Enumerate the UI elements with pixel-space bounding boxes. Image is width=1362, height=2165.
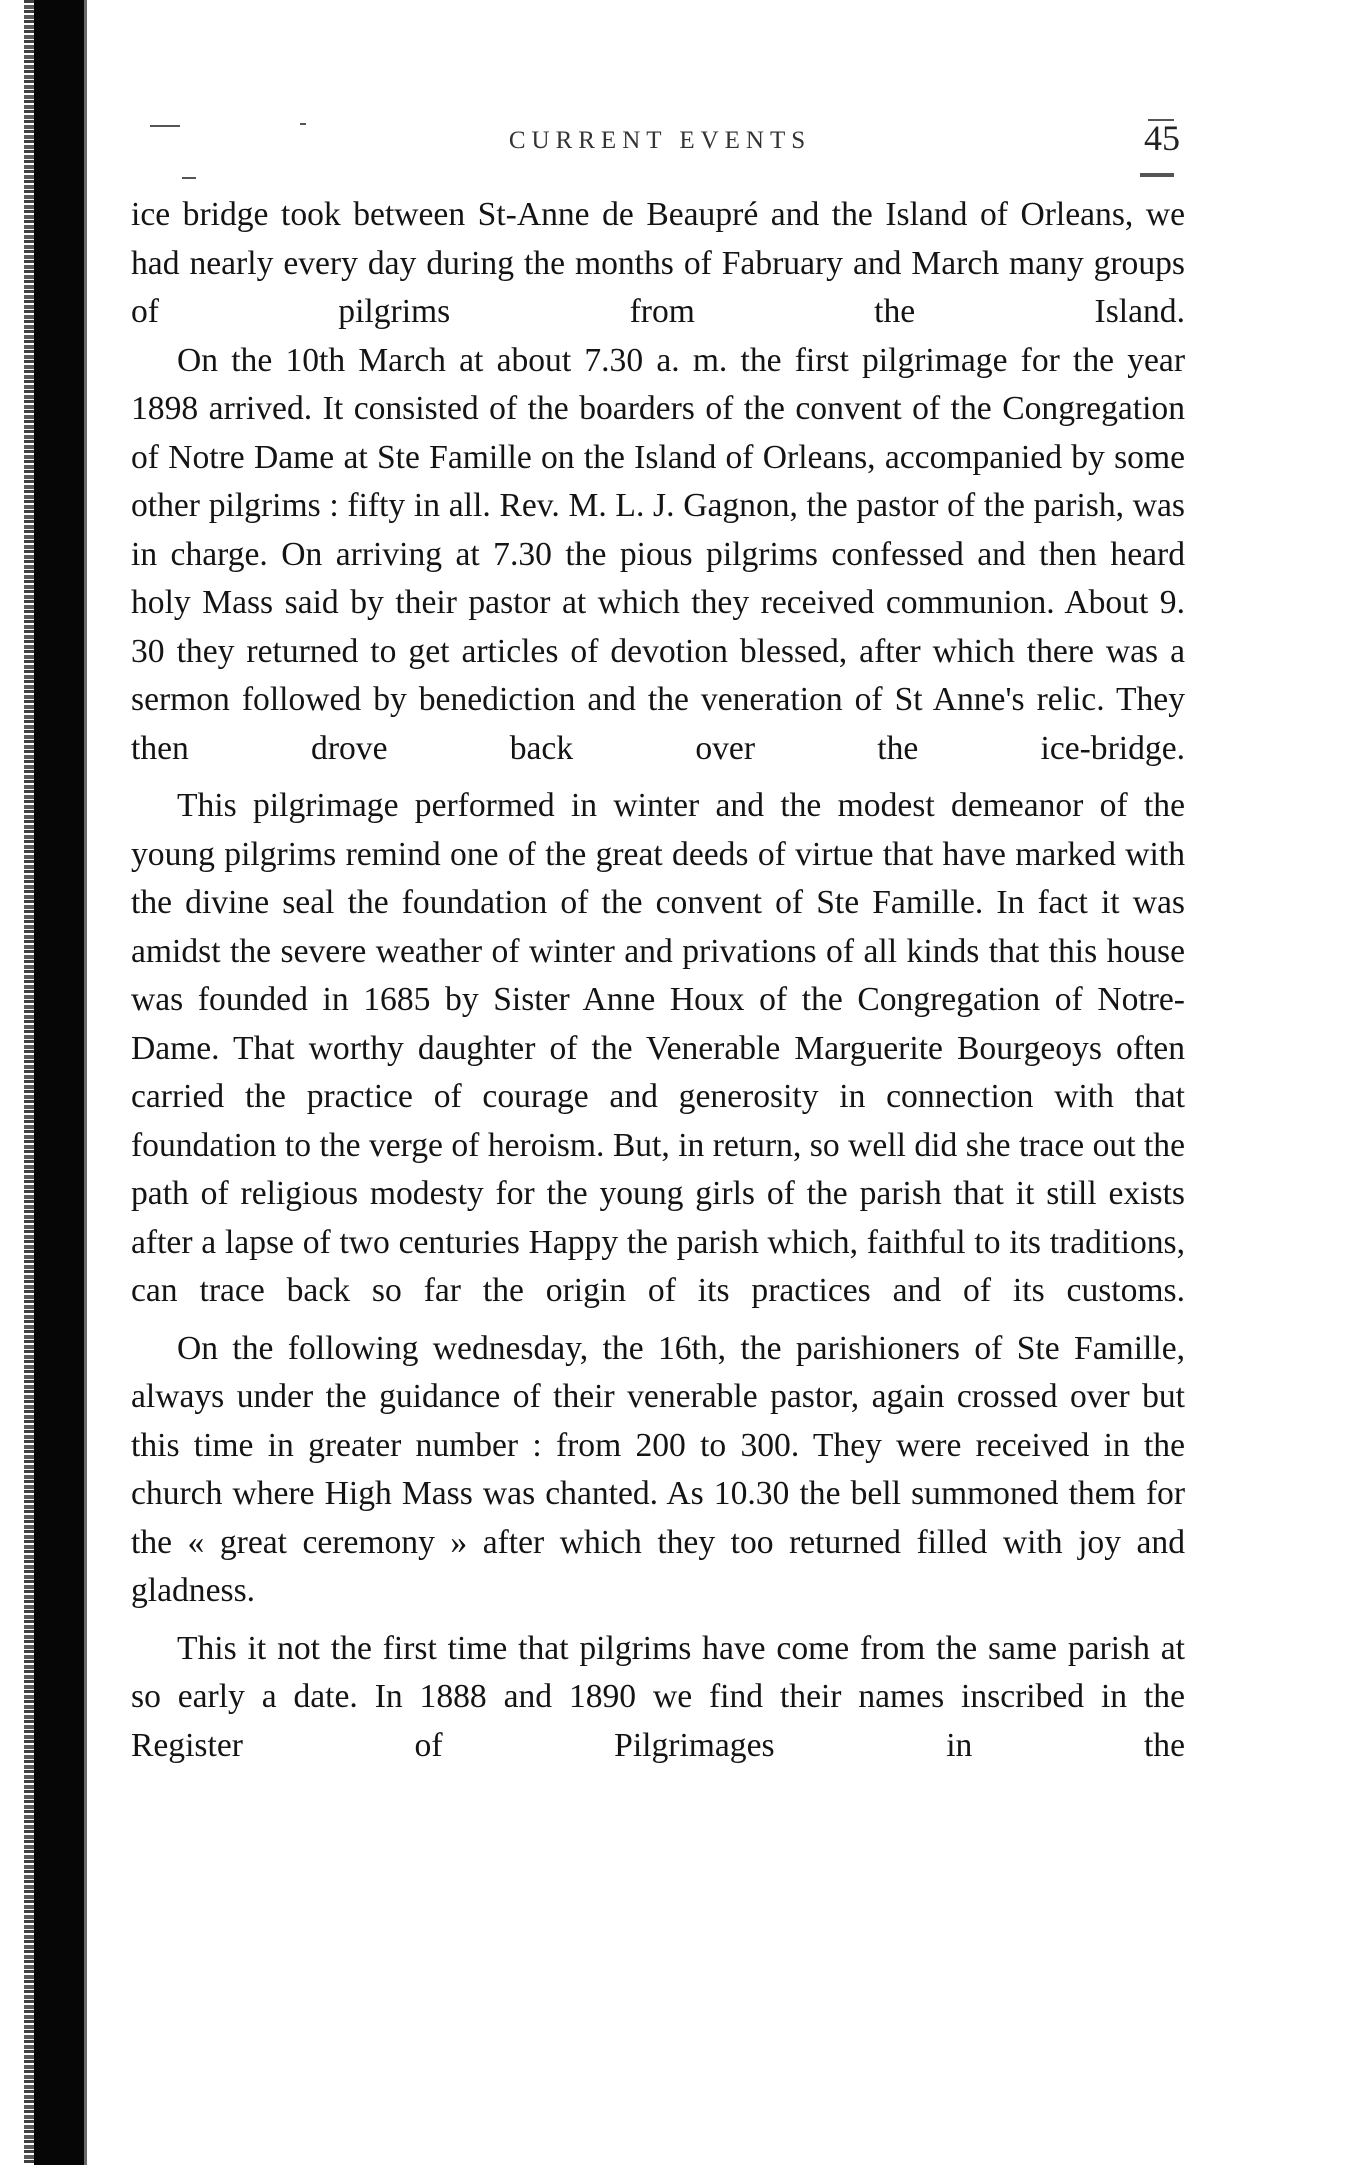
paragraph: ice bridge took between St-Anne de Beaupré and the Island of Orleans, we had nearly every day during the months of Fabruary and March many groups of pilgrims from the Island. bbox=[131, 196, 1185, 330]
header-rule bbox=[1140, 173, 1174, 177]
paragraph: On the 10th March at about 7.30 a. m. the first pilgrimage for the year 1898 arrived. It consisted of the boarders of the convent of the Congregation of Notre Dame at Ste Famille on the Island of Orleans, accompanied by some other pilgrims : fifty in all. Rev. M. L. J. Gagnon, the pastor of the parish, was in charge. On arriving at 7.30 the pious pilgrims confessed and then heard holy Mass said by their pastor at which they received communion. About 9. 30 they returned to get articles of devotion blessed, after which there was a sermon followed by benediction and the veneration of St Anne's relic. They then drove back over the ice-bridge. bbox=[131, 341, 1185, 767]
page-number: 45 bbox=[1144, 118, 1180, 158]
paragraph: This it not the first time that pilgrims have come from the same parish at so early a date. In 1888 and 1890 we find their names inscribed in the Register of Pilgrimages in the bbox=[131, 1629, 1185, 1764]
header-rule bbox=[182, 177, 196, 179]
paragraph: On the following wednesday, the 16th, the parishioners of Ste Famille, always under the guidance of their venerable pastor, again crossed over but this time in greater number : from 200 to 300. They were received in the church where High Mass was chanted. As 10.30 the bell summoned them for the « great ceremony » after which they too returned filled with joy and gladness. bbox=[131, 1329, 1185, 1609]
scan-binding-edge bbox=[84, 0, 87, 2165]
body-text bbox=[131, 191, 1185, 1770]
scan-binding-spine bbox=[34, 0, 84, 2165]
page-header bbox=[140, 95, 1180, 175]
paragraph: This pilgrimage performed in winter and the modest demeanor of the young pilgrims remind one of the great deeds of virtue that have marked with the divine seal the foundation of the convent of Ste Famille. In fact it was amidst the severe weather of winter and privations of all kinds that this house was founded in 1685 by Sister Anne Houx of the Congregation of Notre-Dame. That worthy daughter of the Venerable Marguerite Bourgeoys often carried the practice of courage and generosity in connection with that foundation to the verge of heroism. But, in return, so well did she trace out the path of religious modesty for the young girls of the parish that it still exists after a lapse of two centuries Happy the parish which, faithful to its traditions, can trace back so far the origin of its practices and of its customs. bbox=[131, 787, 1185, 1309]
running-head: CURRENT EVENTS bbox=[508, 127, 812, 154]
header-rule bbox=[300, 123, 306, 125]
